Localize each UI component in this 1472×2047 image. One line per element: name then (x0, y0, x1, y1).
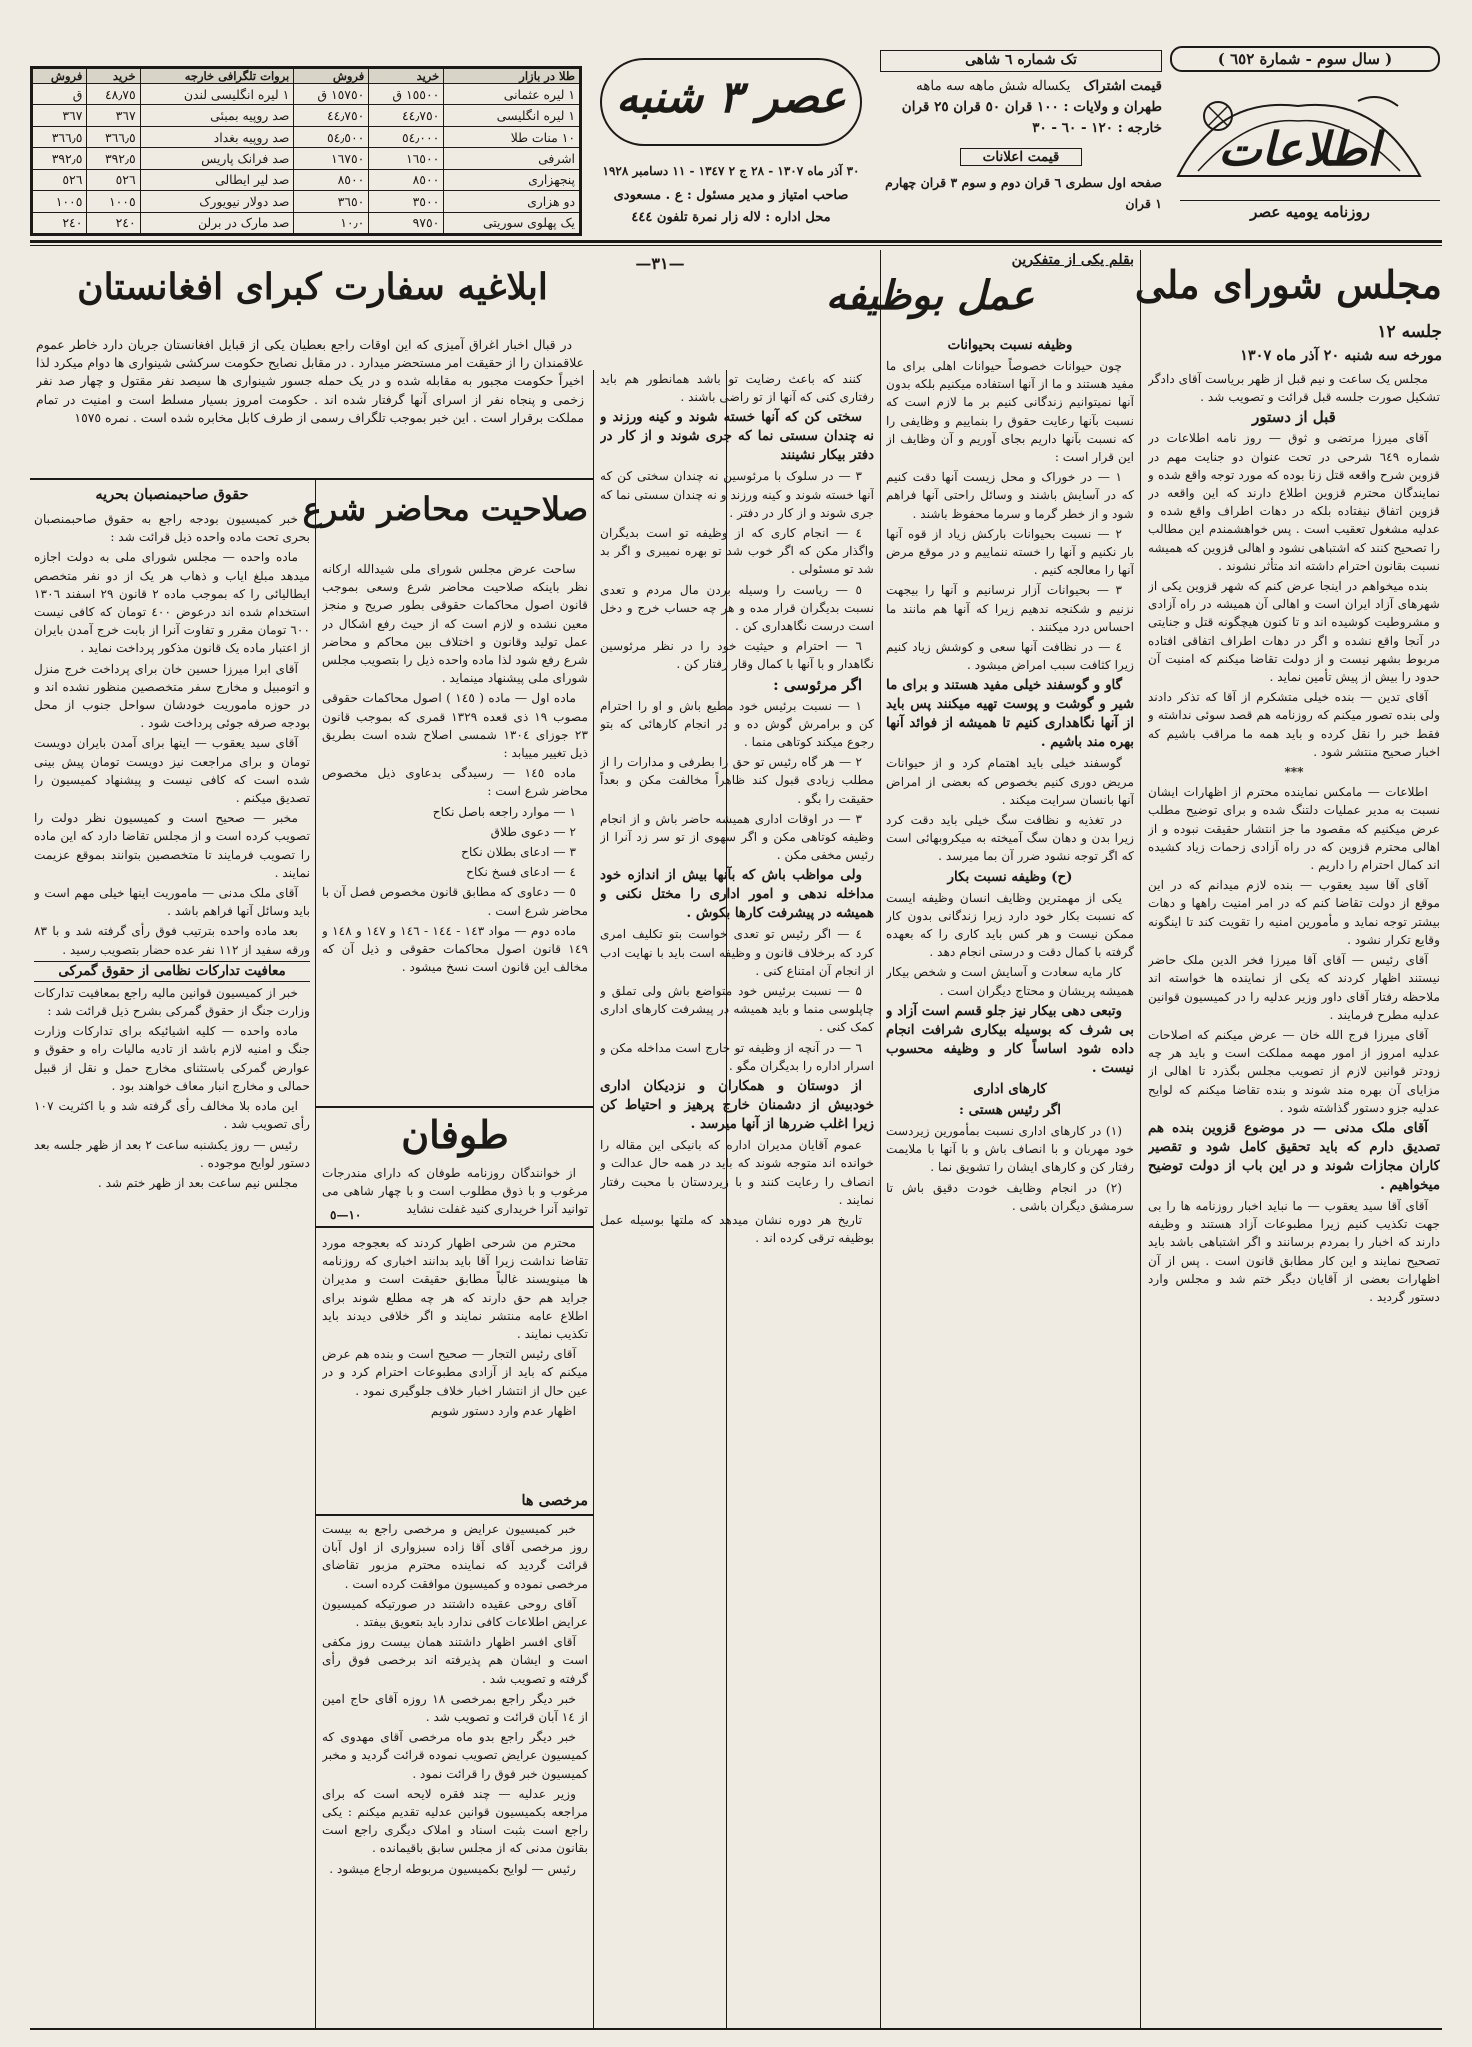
paragraph: خبر از کمیسیون قوانین مالیه راجع بمعافیت تدارکات وزارت جنگ از حقوق گمرکی بشرح ذیل قرائت شد : (34, 985, 310, 1019)
rates-cell: ٤٤٫٧٥٠ (369, 105, 444, 126)
rates-row (33, 126, 580, 147)
paragraph: ١ — نسبت برئیس خود مطیع باش و او را احترام کن و برامرش گوش ده و در انجام کارهائی که بتو رجوع میکند کوتاهی منما . (600, 698, 874, 750)
rates-cell: ٢٤٠ (87, 212, 140, 233)
paragraph: ساحت عرض مجلس شورای ملی شیدالله ارکانه نظر باینکه صلاحیت محاضر شرع وسعی بموجب قانون اصول محاکمات حقوقی بطور صریح و منجز معین نشده و لازم است که از حیث رفع اشکال در عمل تولید وقانون و اختلاف بین محاکم و محاضر شرع رفع شود لذا ماده واحده ذیل را بتصویب مجلس شورای ملی پیشنهاد مینماید . (322, 562, 588, 686)
petitions-column (322, 1520, 588, 2030)
subscription-title: قیمت اشتراک (1083, 78, 1162, 94)
rates-cell: ٣٦٧ (87, 105, 140, 126)
paragraph-bold: از دوستان و همکاران و نزدیکان اداری خودبیش از دشمنان خارج پرهیز و احتیاط کن زیرا اغلب ضررها از آنها میرسد . (600, 1078, 874, 1133)
subordinate-heading: اگر مرئوسی : (773, 675, 862, 694)
committee-column (322, 1234, 588, 1494)
ads-prices: صفحه اول سطری ٦ قران دوم و سوم ٣ قران چهارم ١ قران (885, 175, 1162, 211)
navy-column (34, 510, 310, 2030)
paragraph: چون حیوانات خصوصاً حیوانات اهلی برای ما مفید هستند و ما از آنها استفاده میکنیم بلکه بدون آنها نمیتوانیم زندگانی کنیم بر ما لازم است که نسبت بآنها رعایت حقوق را بنماییم و وظایفی را که نسبت بآنها داریم بجای آوریم و آن وظایف از این قرار است : (886, 359, 1134, 465)
paragraph: ٥ — ریاست را وسیله بردن مال مردم و تعدی نسبت بدیگران قرار مده و هر چه حساب خرج و دخل است درست نگاهداری کن . (600, 582, 874, 634)
parliament-date: مورخه سه شنبه ٢٠ آذر ماه ١٣٠٧ (1240, 347, 1442, 364)
afghan-headline: ابلاغیه سفارت کبرای افغانستان (77, 266, 548, 308)
section-rule (30, 478, 593, 480)
rates-cell: ٨٥٠٠ (294, 169, 369, 190)
duty-section-heading: (ح) وظیفه نسبت بکار (947, 868, 1073, 885)
paragraph: خبر دیگر راجع بمرخصی ١٨ روزه آقای حاج امین از ١٤ آبان قرائت و تصویب شد . (322, 1691, 588, 1725)
ads-title: قیمت اعلانات (960, 148, 1083, 166)
duty-column-right (886, 336, 1134, 2030)
rates-cell: صد روپیه بغداد (140, 126, 294, 147)
paragraph: (١) در کارهای اداری نسبت بمأمورین زیردست خود مهربان و با انصاف باش و با آنها با ملایمت رفتار کن و کارهای ایشان را تشویق نما . (886, 1123, 1134, 1175)
toofan-ad-number: ١٠—٥ (330, 1208, 362, 1222)
paragraph: ١ — در خوراک و محل زیست آنها دقت کنیم که در آسایش باشند و وسائل راحتی آنها فراهم شود و از خطر گرما و سرما محفوظ باشند . (886, 470, 1134, 521)
paragraph: ٢ — هر گاه رئیس تو حق را بطرفی و مدارات را از مطلب زیادی قبول کند ظاهراً مخالفت مکن و بعداً حقیقت را بگو . (600, 755, 874, 806)
paragraph: بعد ماده واحده بترتیب فوق رأی گرفته شد و با ٨٣ ورقه سفید از ١١٢ نفر عده حضار بتصویب رسید . (34, 924, 310, 957)
paragraph: (٢) در انجام وظایف خودت دقیق باش تا سرمشق دیگران باشی . (886, 1180, 1134, 1213)
list-item: ٢ — دعوی طلاق (490, 824, 576, 839)
rates-cell: یک پهلوی سوریتی (444, 212, 580, 233)
duty-byline: بقلم یکی از متفکرین (1011, 252, 1134, 268)
before-agenda-heading: قبل از دستور (1252, 408, 1336, 427)
rates-cell: ١ لیره عثمانی (444, 84, 580, 105)
list-item: ٣ — ادعای بطلان نکاح (461, 845, 576, 860)
rates-row (33, 148, 580, 169)
section-rule (315, 1106, 593, 1108)
court-headline: صلاحیت محاضر شرع (302, 490, 588, 528)
paragraph: وزیر عدلیه — چند فقره لایحه است که برای مراجعه بکمیسیون قوانین عدلیه تقدیم میکنم : یکی راجع است بثبت اسناد و املاک دیگری راجع است بقانون مدنی که از مجلس سابق باقیمانده . (322, 1786, 588, 1856)
column-rule (315, 480, 316, 2030)
domestic-price: طهران و ولایات : ١٠٠ قران ٥٠ قران ٢٥ قران (901, 99, 1162, 115)
paragraph-bold: گاو و گوسفند خیلی مفید هستند و برای ما شیر و گوشت و پوست تهیه میکنند پس باید از آنها نگاهداری کنیم تا همیشه از فوائد آنها بهره مند باشیم . (886, 677, 1134, 751)
rates-cell: ١٠٠٥ (33, 191, 87, 212)
parliament-column (1148, 370, 1440, 2030)
paragraph: ٤ — انجام کاری که از وظیفه تو است بدیگران واگذار مکن که اگر خوب شد تو بهره نمیبری و اگر بد شد تو مسئولی . (600, 526, 874, 577)
paragraph: ٤ — در نظافت آنها سعی و کوشش زیاد کنیم زیرا کثافت سبب امراض میشود . (886, 640, 1134, 673)
paragraph: خبر کمیسیون عرایض و مرخصی راجع به بیست روز مرخصی آقای آقا زاده سبزواری از اول آبان قرائت گردید که نماینده محترم مزبور تقاضای مرخصی نموده و کمیسیون موافقت کرده است . (322, 1522, 588, 1591)
rates-header: خرید (87, 69, 140, 84)
paragraph: مخبر — صحیح است و کمیسیون نظر دولت را تصویب کرده است و از مجلس تقاضا دارد که این ماده را تصویب فرمایند تا متخصصین بتوانند بموقع عزیمت نمایند . (34, 811, 310, 880)
list-item: ٤ — ادعای فسخ نکاح (466, 865, 576, 880)
paragraph: کنند که باعث رضایت تو باشد همانطور هم باید رفتاری کنی که آنها از تو راضی باشند . (600, 372, 874, 405)
paragraph: اطلاعات — مامکس نماینده محترم از اظهارات ایشان نسبت به مدیر عملیات دلتنگ شده و برای توضیح مطلب عرض میکنیم که مقصود ما جز انتشار حقیقت نبوده و از اهالی محترم قزوین که در راه آزادی زحمات زیاد کشیده اند کمال احترام را داریم . (1148, 785, 1440, 873)
customs-heading: معافیت تدارکات نظامی از حقوق گمرکی (34, 961, 310, 982)
masthead-logo (1158, 76, 1440, 196)
paragraph: ٢ — نسبت بحیوانات بارکش زیاد از قوه آنها بار نکنیم و آنها را خسته ننماییم و در موقع مرض آنها را معالجه کنیم . (886, 526, 1134, 578)
paragraph: رئیس — روز یکشنبه ساعت ٢ بعد از ظهر جلسه بعد دستور لوایح موجوده . (34, 1137, 310, 1170)
paragraph: این ماده بلا مخالف رأی گرفته شد و با اکثریت ١٠٧ رأی تصویب شد . (34, 1099, 310, 1132)
rates-cell: ٣٦٧ (33, 105, 87, 126)
afghan-text (36, 336, 584, 476)
rates-cell: صد مارک در برلن (140, 212, 294, 233)
paragraph: ٦ — در آنچه از وظیفه تو خارج است مداخله مکن و اسرار اداره را بدیگران مگو . (600, 1040, 874, 1073)
duty-section-heading: کارهای اداری (973, 1080, 1047, 1097)
paragraph: ٦ — احترام و حیثیت خود را در نظر مرئوسین نگاهدار و با آنها با کمال وقار رفتار کن . (600, 639, 874, 672)
logo-text: اطلاعات (1218, 122, 1380, 176)
paragraph: گوسفند خیلی باید اهتمام کرد و از حیوانات مریض دوری کنیم بخصوص که بعضی از امراض آنها بانسان سرایت میکند . (886, 756, 1134, 807)
rates-cell: دو هزاری (444, 191, 580, 212)
rates-cell: ٥٤٫٥٠٠ (294, 126, 369, 147)
rates-header-row (33, 69, 580, 84)
paragraph-bold: سختی کن که آنها خسته شوند و کینه ورزند و نه چندان سستی نما که جری شوند و از کار در دفتر بیکار نشینند (600, 409, 874, 464)
rates-cell: ٨٥٠٠ (369, 169, 444, 190)
paragraph: آقای تدین — بنده خیلی متشکرم از آقا که تذکر دادند ولی بنده تصور میکنم که روزنامه هم قصد سوئی نداشته و فقط خبر را نقل کرده و باید همه ما مراقب باشیم که اخبار صحیح منتشر شود . (1148, 690, 1440, 759)
rates-row (33, 84, 580, 105)
paragraph: محترم من شرحی اظهار کردند که بعجوجه مورد تقاضا نداشت زیرا آقا باید بدانند اخباری که روزنامه ها مینویسند غالباً مطابق حقیقت است و مدیران جراید هم حق دارند که هر چه مطلع شوند برای اطلاع عامه منتشر نمایند و اگر خلافی دیدند باید تکذیب نمایند . (322, 1236, 588, 1342)
list-item: ١ — موارد راجعه باصل نکاح (432, 804, 576, 819)
paragraph: بنده میخواهم در اینجا عرض کنم که شهر قزوین یکی از شهرهای آزاد ایران است و اهالی آن همیشه در راه آزادی و مشروطیت کوشیده اند و تا کنون هیچگونه قتل و جنایتی در آنجا واقع نشده و اگر در دهات اطراف اتفاقی افتاده مربوط بشهر نیست و از دولت تقاضا میکنم که امنیت آن حدود را بیش از پیش تأمین نماید . (1148, 579, 1440, 685)
rates-cell: صد دولار نیویورک (140, 191, 294, 212)
paragraph: ۵ — نسبت برئیس خود متواضع باش ولی تملق و چاپلوسی منما و باید همیشه در پیشرفت کارهای اداری کمک کنی . (600, 984, 874, 1035)
paragraph: ٤ — اگر رئیس تو تعدی خواست بتو تکلیف امری کرد که برخلاف قانون و وظیفه است باید با نهایت ادب از انجام آن امتناع کنی . (600, 927, 874, 978)
rates-row (33, 191, 580, 212)
rates-cell: پنجهزاری (444, 169, 580, 190)
parliament-session: جلسه ١٢ (1377, 322, 1442, 342)
paragraph: خبر کمیسیون بودجه راجع به حقوق صاحبمنصبان بحری تحت ماده واحده ذیل قرائت شد : (34, 512, 310, 545)
rates-cell: ١٦٥٠٠ (369, 148, 444, 169)
rates-cell: ق (33, 84, 87, 105)
page-bottom-rule (30, 2028, 1442, 2030)
rates-row (33, 105, 580, 126)
duty-section-heading: اگر رئیس هستی : (959, 1101, 1061, 1118)
paragraph: مجلس یک ساعت و نیم قبل از ظهر بریاست آقای دادگر تشکیل صورت جلسه قبل قرائت و تصویب شد . (1148, 372, 1440, 405)
paragraph: آقای رئیس التجار — صحیح است و بنده هم عرض میکنم که باید از آزادی مطبوعات احترام کرد و در عین حال از انتشار اخبار خلاف جلوگیری نمود . (322, 1347, 588, 1398)
paragraph: آقای ملک مدنی — ماموریت اینها خیلی مهم است و باید وسائل آنها فراهم باشد . (34, 886, 310, 919)
masthead-rule (30, 240, 1442, 243)
paragraph: یکی از مهمترین وظایف انسان وظیفه ایست که نسبت بکار خود دارد زیرا زندگانی بدون کار ممکن نیست و هر کس باید کاری را که بعهده گرفته با کمال دقت و درستی انجام دهد . (886, 890, 1134, 960)
column-rule (880, 250, 881, 2030)
rates-cell: ١٥٥٠٠ ق (369, 84, 444, 105)
paragraph: عموم آقایان مدیران اداره که بانیکی این مقاله را خوانده اند متوجه شوند که باید در همه حال عدالت و انصاف را رعایت کنند و با زیردستان با محبت رفتار نمایند . (600, 1138, 874, 1207)
list-item: ٥ — دعاوی که مطابق قانون مخصوص فصل آن با محاضر شرع است . (322, 885, 588, 918)
paragraph: رئیس — لوایح بکمیسیون مربوطه ارجاع میشود . (329, 1861, 576, 1876)
day-title-box (590, 50, 872, 160)
rates-cell: صد لیر ایطالی (140, 169, 294, 190)
paragraph: خبر دیگر راجع بدو ماه مرخصی آقای مهدوی که کمیسیون عرایض تصویب نموده قرائت گردید و مخبر کمیسیون خبر فوق را قرائت نمود . (322, 1730, 588, 1781)
rates-cell: ٣٦٦٫٥ (87, 126, 140, 147)
subscription-box (880, 76, 1162, 214)
masthead-rule-thin (30, 245, 1442, 246)
paragraph: از خوانندگان روزنامه طوفان که دارای مندرجات مرغوب و با ذوق مطلوب است و با چهار شاهی می توانید آنرا خریداری کنید غفلت نشاید (322, 1166, 588, 1217)
paragraph: آقای میرزا مرتضی و ثوق — روز نامه اطلاعات در شماره ٦٤٩ شرحی در تحت عنوان دو جنایت مهم در قزوین شرح واقعه قتل زنا بوده که مورد توجه واقع شده و نمایندگان محترم قزوین اطلاع دارند که این واقعه در قزوین اتفاق نیفتاده بلکه در دهات اطراف واقع شده و عدلیه مشغول تعقیب است . پس خواهشمندم این مطالب را تصحیح کنند که اشتباهی نشود و اهالی قزوین که همیشه نسبت بقانون احترام داشته اند متأثر نشوند . (1148, 431, 1440, 573)
year-issue-label: ( سال سوم - شمارة ٦٥٢ ) (1170, 46, 1440, 72)
paragraph: ٣ — بحیوانات آزار نرسانیم و آنها را بیجهت نزنیم و شکنجه ندهیم زیرا که آنها هم مانند ما احساس درد میکنند . (886, 583, 1134, 634)
rates-cell: ١ لیره انگلیسی لندن (140, 84, 294, 105)
newspaper-page (30, 40, 1442, 2030)
paragraph: آقای افسر اظهار داشتند همان بیست روز مکفی است و ایشان هم پذیرفته اند برخصی فوق رأی گرفته و تصویب شد . (322, 1635, 588, 1686)
parliament-headline: مجلس شورای ملی (1134, 262, 1442, 307)
day-title: عصر ٣ شنبه (616, 72, 846, 123)
rates-cell: ٣٩٢٫٥ (33, 148, 87, 169)
rates-cell: ١ لیره انگلیسی (444, 105, 580, 126)
column-rule (593, 370, 594, 2030)
rates-row (33, 169, 580, 190)
paragraph: کار مایه سعادت و آسایش است و شخص بیکار همیشه پریشان و محتاج دیگران است . (886, 965, 1134, 998)
rates-cell: ٤٤٫٧٥٠ (294, 105, 369, 126)
tagline: روزنامه یومیه عصر (1180, 200, 1440, 221)
paragraph: اظهار عدم وارد دستور شویم (430, 1403, 576, 1418)
toofan-headline: طوفان (401, 1112, 509, 1157)
rates-header: فروش (294, 69, 369, 84)
paragraph-bold: وتبعی دهی بیکار نیز جلو قسم است آزاد و بی شرف که بوسیله بیکاری شرافت انجام داده شود اساساً کار و وظیفه محسوب نیست . (886, 1002, 1134, 1076)
rates-header: فروش (33, 69, 87, 84)
paragraph: ٣ — در اوقات اداری همیشه حاضر باش و از انجام وظیفه کوتاهی مکن و اگر سهوی از تو سر زد آنرا از رئیس مخفی مکن . (600, 811, 874, 863)
paragraph: ماده واحده — کلیه اشیائیکه برای تدارکات وزارت جنگ و امنیه لازم باشد از تادیه مالیات راه و حقوق و عوارض گمرکی باستثنای مخارج حمل و نقل از قبیل حمالی و مخارج انبار معاف خواهند بود . (34, 1024, 310, 1093)
rates-gold-title: طلا در بازار (444, 69, 580, 84)
court-column (322, 560, 588, 1100)
rates-cell: ١٦٧٥٠ (294, 148, 369, 169)
abroad-price: خارجه : ١٢٠ - ٦٠ - ٣٠ (1032, 120, 1162, 136)
navy-heading: حقوق صاحبمنصبان بحریه (95, 486, 249, 503)
duty-section-heading: وظیفه نسبت بحیوانات (947, 337, 1073, 353)
paragraph: آقای رئیس — آقای آقا میرزا فخر الدین ملک حاضر نیستند اظهار کردند که یکی از نماینده ها خواسته اند ملاحظه رفتار آقای داور وزیر عدلیه را در کمیسیون قوانین عدلیه مطرح فرمایند . (1148, 953, 1440, 1022)
rates-cell: اشرفی (444, 148, 580, 169)
rates-cell: ٢٤٠ (33, 212, 87, 233)
paragraph: ماده واحده — مجلس شورای ملی به دولت اجازه میدهد مبلغ ایاب و ذهاب هر یک از دو نفر متخصص ایطالیائی را که بموجب ماده ٢ قانون ٢٩ اسفند ١٣٠٦ استخدام شده اند درعوض ٤٠٠ تومان که کافی نیست ٦٠٠ تومان مقرر و تفاوت آنرا از بابت خرج آمدن بایران از اعتبار ماده یک قانون مذکور پرداخت نماید . (34, 550, 310, 656)
rates-cell: ٣٦٥٠ (294, 191, 369, 212)
exchange-rates-table (30, 66, 582, 236)
paragraph: آقای سید یعقوب — اینها برای آمدن بایران دویست تومان و برای مراجعت نیز دویست تومان پیش بینی شده است که کافی نیست و پیشنهاد کمیسیون را تصدیق میکنم . (34, 736, 310, 806)
rates-cell: ٣٩٢٫٥ (87, 148, 140, 169)
rates-transfer-title: بروات تلگرافی خارجه (140, 69, 294, 84)
rates-cell: ٥٢٦ (87, 169, 140, 190)
single-price: تک شماره ٦ شاهی (880, 50, 1162, 72)
subscription-periods: یکساله شش ماهه سه ماهه (916, 78, 1071, 94)
rates-cell: ٥٤٫٠٠٠ (369, 126, 444, 147)
rates-row (33, 212, 580, 233)
section-rule (315, 1514, 593, 1516)
date-line: ٣٠ آذر ماه ١٣٠٧ - ٢٨ ج ٢ ١٣٤٧ - ١١ دسامبر ١٩٢٨ (602, 164, 860, 178)
petitions-heading: مرخصی ها (521, 1492, 588, 1509)
rates-cell: ١٠٠٥ (87, 191, 140, 212)
paragraph: ٣ — در سلوک با مرئوسین نه چندان سختی کن که آنها خسته شوند و کینه ورزند و نه چندان سستی نما که جری شوند و از کار در دفتر . (600, 469, 874, 520)
paragraph: ماده ١٤٥ — رسیدگی بدعاوی ذیل مخصوص محاضر شرع است : (322, 766, 588, 799)
paragraph: آقای آقا سید یعقوب — بنده لازم میدانم که در این موقع از دولت تقاضا کنم که در امر امنیت راهها و دهات بیشتر توجه نماید و مأمورین امنیه را تقویت کند تا اینگونه وقایع تکرار نشود . (1148, 878, 1440, 947)
paragraph-bold: ولی مواظب باش که بآنها بیش از اندازه خود مداخله ندهی و امور اداری را مختل نکنی و همیشه در پیشرفت کارها بکوش . (600, 867, 874, 922)
paragraph: ماده اول — ماده ( ١٤٥ ) اصول محاکمات حقوقی مصوب ١٩ ذی قعده ١٣٢٩ قمری که بموجب قانون ٢٣ جوزای ١٣٠٤ شمسی اصلاح شده است بطریق ذیل تغییر مییابد : (322, 691, 588, 761)
paragraph: تاریخ هر دوره نشان میدهد که ملتها بوسیله عمل بوظیفه ترقی کرده اند . (600, 1212, 874, 1246)
duty-installment: —٣١— (635, 254, 685, 273)
rates-cell: ١٠ منات طلا (444, 126, 580, 147)
rates-header: خرید (369, 69, 444, 84)
paragraph: آقای آقا سید یعقوب — ما نباید اخبار روزنامه ها را بی جهت تکذیب کنیم زیرا مطبوعات آزاد هستند و وظیفه دارند که اخبار را بمردم برسانند و اگر اشتباهی باشد باید تصحیح نمایند و این کار مطابق قانون است . پس از آن اظهارات بعضی از آقایان دیگر ختم شد و مجلس وارد دستور گردید . (1148, 1198, 1440, 1304)
rates-cell: ٣٦٦٫٥ (33, 126, 87, 147)
paragraph: در تغذیه و نظافت سگ خیلی باید دقت کرد زیرا بدن و دهان سگ آمیخته به میکروبهائی است که اگر توجه نشود ضرر آن بما میرسد . (886, 813, 1134, 864)
duty-column-left (600, 370, 874, 2030)
rates-cell: ٩٧٥٠ (369, 212, 444, 233)
paragraph: آقای میرزا فرج الله خان — عرض میکنم که اصلاحات عدلیه امروز از امور مهمه مملکت است و باید هر چه زودتر قوانین لازم از تصویب مجلس بگذرد تا اهالی از مزایای آن بهره مند شوند و بنده تقاضا میکنم که لوایح عدلیه جزو دستور گذاشته شود . (1148, 1027, 1440, 1115)
rates-cell: ٥٢٦ (33, 169, 87, 190)
paragraph: در قبال اخبار اغراق آمیزی که این اوقات راجع بعطیان یکی از قبایل افغانستان جریان دارد خاطر عموم علاقمندان را از حقیقت امر مستحضر میدارد . در مقابل نصایح حکومت سرکشی شینواری ها دوام میکرد لذا اخیراً حکومت مجبور به مقابله شده و در یک حمله جسور شینواری ها سیصد نفر مقتول و چهار صد نفر زخمی و پنجاه نفر از اسرای آنها گرفتار شده اند . حکومت امروز بسیار مسلط است و امنیت در تمام مملکت برقرار است . این خبر بموجب تلگراف رسمی از طرف کابل مخابره شده است . نمره ١٥٧٥ (36, 337, 584, 425)
rates-cell: ٣٥٠٠ (369, 191, 444, 212)
rates-cell: ٤٨٫٧٥ (87, 84, 140, 105)
paragraph: مجلس نیم ساعت بعد از ظهر ختم شد . (97, 1175, 298, 1190)
owner-line: صاحب امتیاز و مدیر مسئول : ع . مسعودی (613, 188, 849, 203)
rates-cell: ١٠٫٠ (294, 212, 369, 233)
section-rule (315, 1226, 593, 1228)
paragraph: آقای روحی عقیده داشتند در صورتیکه کمیسیون عرایض اطلاعات کافی ندارد باید بتعویق بیفتد . (322, 1596, 588, 1630)
column-rule (1140, 250, 1141, 2030)
paragraph: ماده دوم — مواد ١٤٣ - ١٤٤ - ١٤٦ و ١٤٧ و ١٤٨ و ١٤٩ قانون اصول محاکمات حقوقی و ذیل آن که مخالف این قانون است نسخ میشود . (322, 923, 588, 975)
paragraph: آقای ابرا میرزا حسین خان برای پرداخت خرج منزل و اتومبیل و مخارج سفر متخصصین منظور نشده اند و در حوزه ماموریت خودشان سواحل جنوب از محل بودجه صرفه جوئی پرداخت شود . (34, 661, 310, 731)
rates-cell: صد فرانک پاریس (140, 148, 294, 169)
rates-cell: ١٥٧٥٠ ق (294, 84, 369, 105)
paragraph-bold: آقای ملک مدنی — در موضوع قزوین بنده هم تصدیق دارم که باید تحقیق کامل شود و تقصیر کاران مجازات شوند و در این باب از دولت توضیح میخواهیم . (1148, 1119, 1440, 1193)
rates-cell: صد روپیه بمبئی (140, 105, 294, 126)
office-line: محل اداره : لاله زار نمرة تلفون ٤٤٤ (631, 210, 831, 225)
section-divider: *** (1284, 765, 1304, 780)
duty-headline: عمل بوظیفه (825, 272, 1035, 319)
